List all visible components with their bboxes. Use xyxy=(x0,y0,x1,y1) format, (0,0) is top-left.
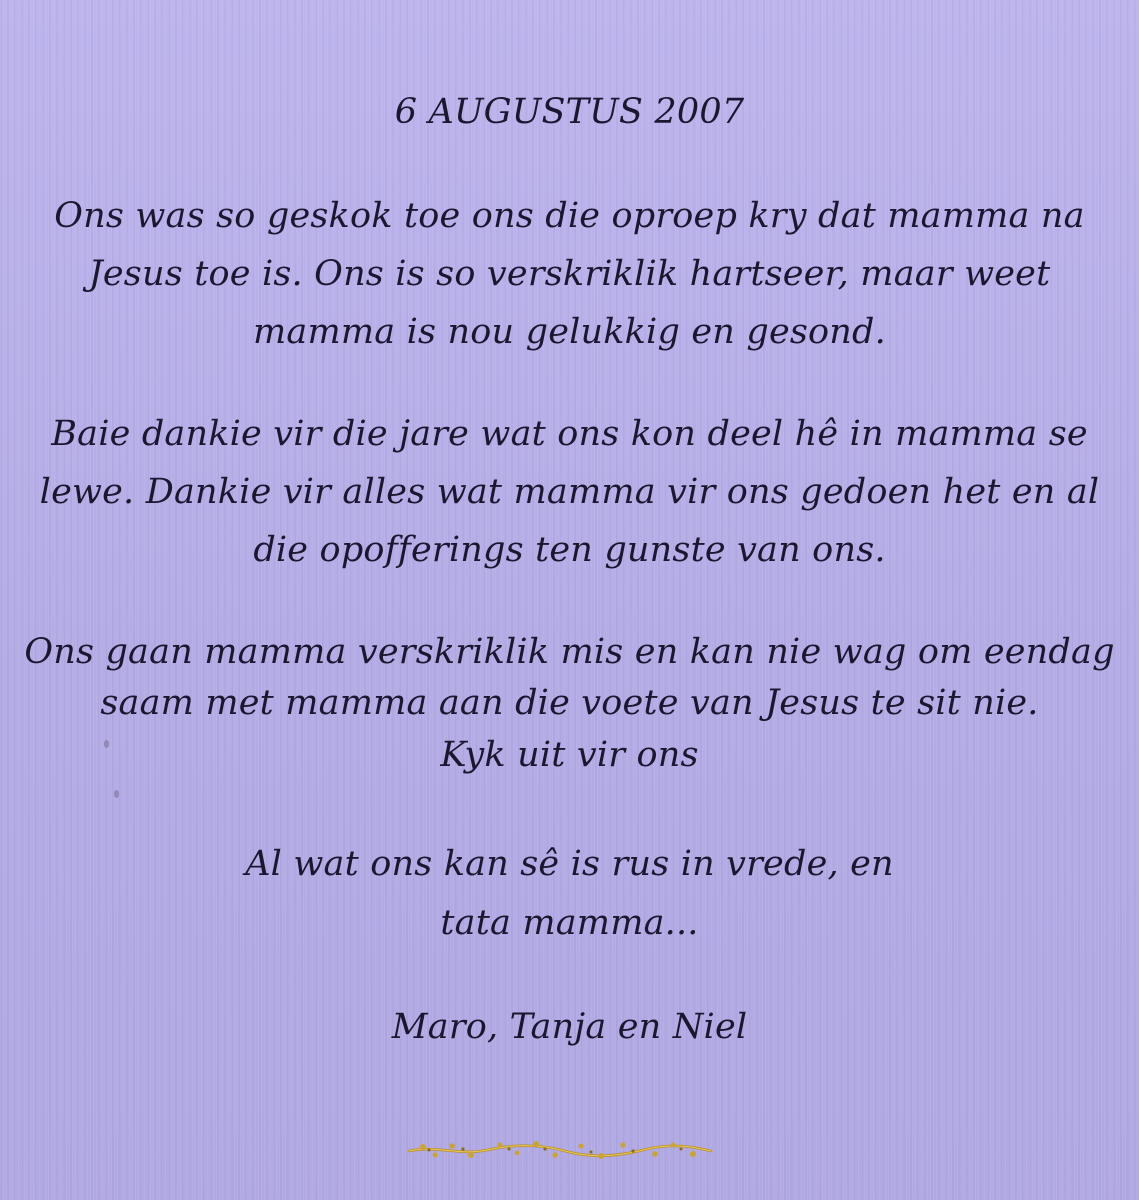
paragraph-line: tata mamma... xyxy=(440,903,699,943)
paragraph-line: lewe. Dankie vir alles wat mamma vir ons gedoen het en al xyxy=(39,472,1100,512)
paragraph-line: Al wat ons kan sê is rus in vrede, en xyxy=(245,844,894,884)
paper-speck xyxy=(104,740,109,748)
paragraph-line: Jesus toe is. Ons is so verskriklik hartseer, maar weet xyxy=(88,254,1051,294)
paragraph-line: Ons gaan mamma verskriklik mis en kan nie wag om eendag xyxy=(24,632,1115,672)
gold-vine-divider-icon xyxy=(405,1137,715,1163)
paragraph-line: Kyk uit vir ons xyxy=(440,735,699,775)
paragraph-line: Ons was so geskok toe ons die oproep kry dat mamma na xyxy=(54,196,1085,236)
paper-speck xyxy=(114,790,119,798)
paragraph-line: mamma is nou gelukkig en gesond. xyxy=(253,312,886,352)
paragraph-line: Baie dankie vir die jare wat ons kon deel hê in mamma se xyxy=(51,414,1088,454)
paragraph-line: saam met mamma aan die voete van Jesus te sit nie. xyxy=(100,683,1039,723)
paragraph-line: die opofferings ten gunste van ons. xyxy=(253,530,886,570)
date-heading: 6 AUGUSTUS 2007 xyxy=(394,92,745,132)
signature: Maro, Tanja en Niel xyxy=(391,1007,748,1047)
